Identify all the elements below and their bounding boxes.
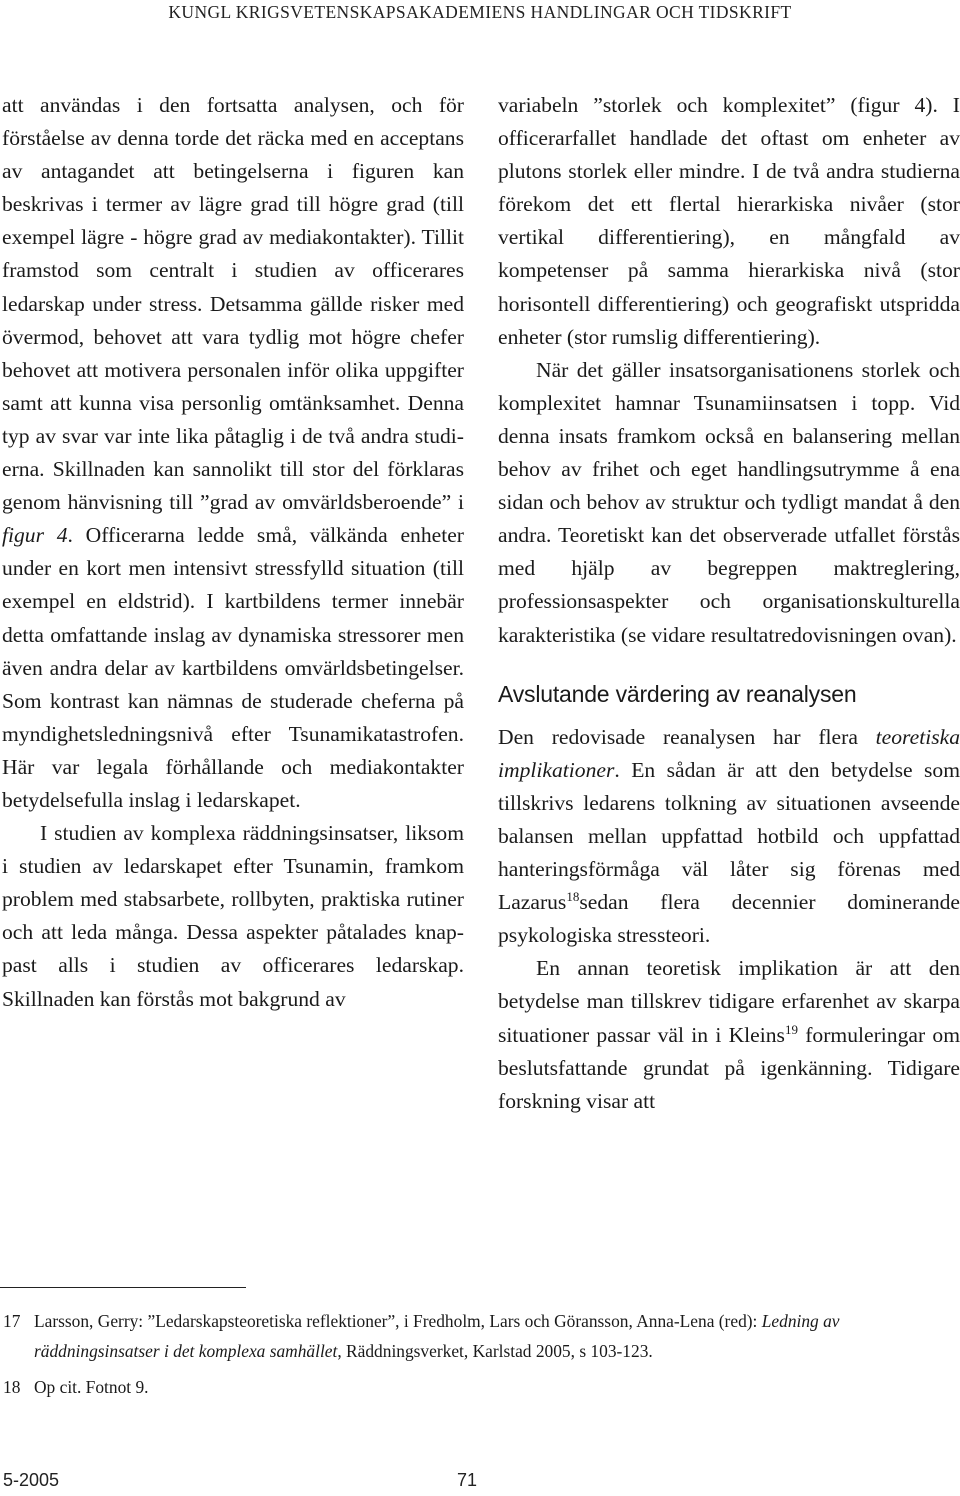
footnote-title: Ledning av räddningsinsatser i det komplexa samhället (34, 1311, 840, 1361)
right-paragraph-4 (498, 952, 960, 1117)
footnote-number: 18 (3, 1377, 21, 1397)
footnote-divider (0, 1287, 246, 1288)
footnotes (0, 1306, 960, 1402)
right-p3-italic: teoretiska implikationer (498, 724, 960, 782)
running-header: KUNGL KRIGSVETENSKAPSAKADEMIENS HANDLINGAR OCH TIDSKRIFT (168, 2, 792, 22)
footnote-18 (0, 1372, 960, 1402)
right-p3-text-c: sedan flera decennier dominerande psykologiska stressteori. (498, 890, 960, 948)
section-heading: Avslutande värdering av reanalysen (498, 680, 857, 707)
right-p4-text-b: formuleringar om beslutsfattande grundat på igenkänning. Tidigare forskning visar att (498, 1022, 960, 1113)
left-column (2, 89, 464, 1016)
footnote-ref-18: 18 (566, 888, 580, 904)
issue-label: 5-2005 (3, 1470, 60, 1490)
right-p4-text-a: En annan teoretisk implikation är att den betydelse man tillskrev tidigare erfarenhet av skarpa situationer passar väl in i Kleins (498, 956, 960, 1047)
right-p3-text-b: . En sådan är att den betydelse som tillskrivs ledarens tolkning av situationen avseende balansen mellan uppfattad hotbild och uppfattad hanteringsförmåga väl låter sig förenas med Lazarus (498, 757, 960, 915)
left-paragraph-1 (2, 89, 464, 817)
page-footer (0, 1470, 960, 1496)
right-paragraph-2: När det gäller insatsorganisationens storlek och komplexitet hamnar Tsunamiinsatsen i topp. Vid denna insats framkom också en balansering mellan behov av frihet och eget handlingsutrymme å ena sidan och behov av struktur och tydligt mandat å den andra. Teoretiskt kan det observerade utfallet förstås med hjälp av begreppen maktreglering, professionsaspekter och organisationskulturella karakteristika (se vidare resultatredovisningen ovan). (498, 357, 960, 647)
figure-reference: figur 4 (2, 523, 68, 548)
left-p1-text-b: . Officerarna ledde små, välkända enheter under en kort men intensivt stressfylld situation (till exempel en eldstrid). I kartbildens termer innebär detta omfattande inslag av dynamiska stressorer men även andra delar av kartbildens omvärldsbetingelser. Som kontrast kan nämnas de studerade cheferna på myndighetsledningsnivå efter Tsunamikatastrofen. Här var legala förhållande och mediakontakter betydelsefulla inslag i ledarskapet. (2, 523, 464, 812)
left-p1-text-a: att användas i den fortsatta analysen, och för förståelse av denna torde det räcka med en acceptans av antagandet att betingelserna i figuren kan beskrivas i termer av lägre grad till högre grad (till exempel lägre - högre grad av mediakontakter). Tillit framstod som centralt i studien av officerares ledarskap under stress. Detsamma gällde risker med övermod, behovet att vara tydlig mot högre chefer behovet att motivera personalen inför olika uppgifter samt att kunna visa personlig omtänksamhet. Denna typ av svar var inte lika påtaglig i de två andra studierna. Skillnaden kan sannolikt till stor del förklaras genom hänvisning till ”grad av omvärldsberoende” i (2, 93, 464, 515)
right-paragraph-1: variabeln ”storlek och komplexitet” (figur 4). I officerarfallet handlade det oftast om enheter av plutons storlek eller mindre. I de två andra studierna förekom det ett flertal hierarkiska nivåer (stor vertikal differentiering), en mångfald av kompetenser på samma hierarkiska nivå (stor horisontell differentiering) och geografiskt utspridda enheter (stor rumslig differentiering). (498, 93, 960, 349)
right-p3-text-a: Den redovisade reanalysen har flera (498, 724, 876, 749)
footnote-17 (0, 1306, 960, 1366)
page-number: 71 (457, 1470, 478, 1490)
right-paragraph-3 (498, 721, 960, 953)
footnote-number: 17 (3, 1311, 21, 1331)
footnote-ref-19: 19 (784, 1021, 798, 1037)
footnote-text-b: , Räddningsverket, Karlstad 2005, s 103-123. (337, 1341, 653, 1361)
left-paragraph-2: I studien av komplexa räddningsinsatser, liksom i studien av ledarskapet efter Tsunamin, framkom problem med stabsarbete, rollbyten, praktiska rutiner och att leda många. Dessa aspekter påtalades knappast alls i studien av officerares ledarskap. Skillnaden kan förstås mot bakgrund av (2, 821, 464, 1011)
right-column (498, 89, 960, 1118)
footnote-text-a: Larsson, Gerry: ”Ledarskapsteoretiska reflektioner”, i Fredholm, Lars och Göransson, Anna-Lena (red): (34, 1311, 762, 1331)
footnote-text: Op cit. Fotnot 9. (34, 1377, 149, 1397)
